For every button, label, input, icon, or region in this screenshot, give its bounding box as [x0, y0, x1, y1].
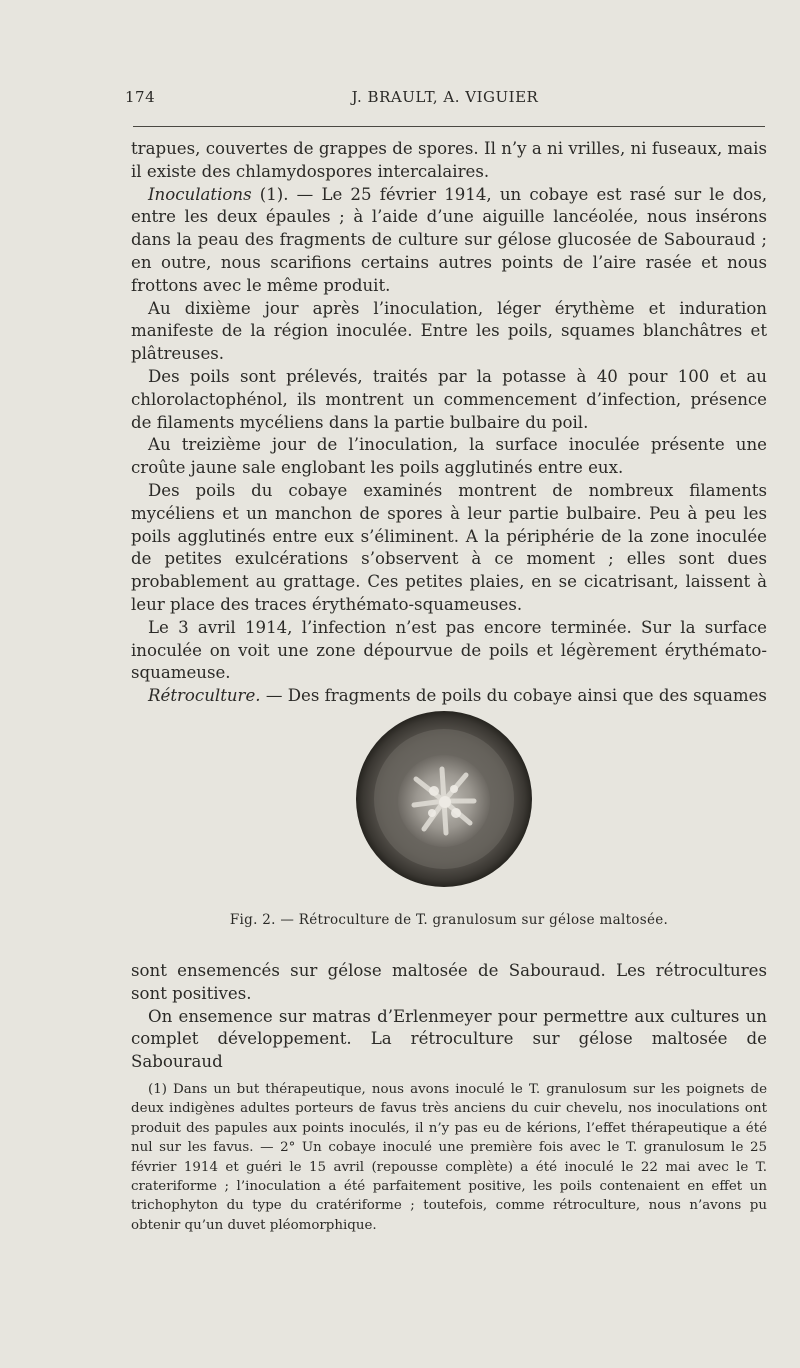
paragraph: Au dixième jour après l’inoculation, léger érythème et induration manifeste de la région inoculée. Entre les poils, squames blanchâtres et plâtreuses.: [131, 298, 767, 364]
paragraph: Des poils sont prélevés, traités par la potasse à 40 pour 100 et au chlorolactophénol, ils montrent un commencement d’infection, présence de filaments mycéliens dans la partie bulbaire du poil.: [131, 366, 767, 432]
main-text: [131, 138, 767, 708]
paragraph: trapues, couvertes de grappes de spores. Il n’y a ni vrilles, ni fuseaux, mais il existe des chlamydospores intercalaires.: [131, 139, 767, 181]
paragraph: Au treizième jour de l’inoculation, la surface inoculée présente une croûte jaune sale englobant les poils agglutinés entre eux.: [131, 435, 767, 478]
section-label: Inoculations: [148, 184, 252, 204]
paragraph-text: — Des fragments de poils du cobaye ainsi que des squames: [260, 686, 767, 706]
paragraph: Le 3 avril 1914, l’infection n’est pas encore terminée. Sur la surface inoculée on voit une zone dépourvue de poils et légèrement érythémato-squameuse.: [131, 617, 767, 683]
figure-culture-photo: [354, 709, 534, 889]
header-rule: [133, 126, 765, 127]
figure-caption: Fig. 2. — Rétroculture de T. granulosum sur gélose maltosée.: [229, 912, 669, 928]
page-number: 174: [125, 88, 156, 106]
paragraph: sont ensemencés sur gélose maltosée de Sabouraud. Les rétrocultures sont positives.: [131, 961, 767, 1003]
section-label: Rétroculture.: [148, 686, 261, 706]
main-text-continued: [131, 960, 767, 1074]
paragraph: Des poils du cobaye examinés montrent de nombreux filaments mycéliens et un manchon de spores à leur partie bulbaire. Peu à peu les poils agglutinés entre eux s’éliminent. A la périphérie de la zone inoculée de petites exulcérations s’observent à ce moment ; elles sont dues probablement au grattage. Ces petites plaies, en se cicatrisant, laissent à leur place des traces érythémato-squameuses.: [131, 480, 767, 614]
paragraph-retroculture: [131, 685, 767, 708]
paragraph: On ensemence sur matras d’Erlenmeyer pour permettre aux cultures un complet développement. La rétroculture sur gélose maltosée de Sabouraud: [131, 1006, 767, 1072]
footnote: [131, 1080, 767, 1235]
running-head: [125, 88, 765, 112]
paragraph-inoculations: [131, 184, 767, 298]
running-head-authors: J. BRAULT, A. VIGUIER: [351, 88, 539, 106]
culture-colony-image: [354, 709, 534, 889]
paragraph-text: (1). — Le 25 février 1914, un cobaye est rasé sur le dos, entre les deux épaules ; à l’aide d’une aiguille lancéolée, nous insérons dans la peau des fragments de culture sur gélose glucosée de Sabouraud ; en outre, nous scarifions certains autres points de l’aire rasée et nous frottons avec le même produit.: [131, 184, 767, 295]
footnote-text: (1) Dans un but thérapeutique, nous avons inoculé le T. granulosum sur les poignets de deux indigènes adultes porteurs de favus très anciens du cuir chevelu, nos inoculations ont produit des papules aux points inoculés, il n’y pas eu de kérions, l’effet thérapeutique a été nul sur les favus. — 2° Un cobaye inoculé une première fois avec le T. granulosum le 25 février 1914 et guéri le 15 avril (repousse complète) a été inoculé le 22 mai avec le T. crateriforme ; l’inoculation a été parfaitement positive, les poils contenaient en effet un trichophyton du type du cratériforme ; toutefois, comme rétroculture, nous n’avons pu obtenir qu’un duvet pléomorphique.: [131, 1082, 767, 1233]
